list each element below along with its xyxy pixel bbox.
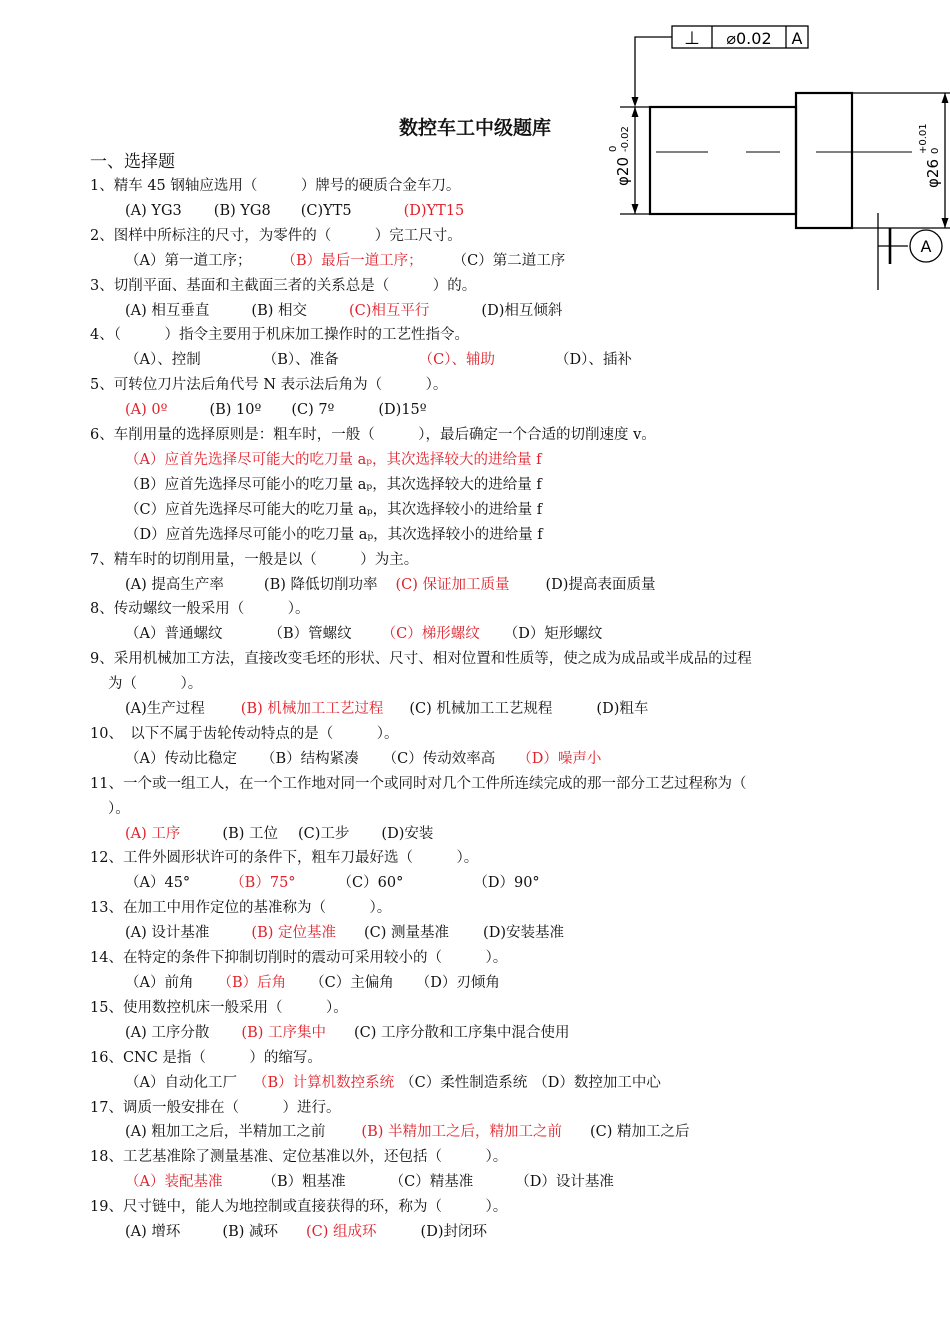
option: （D）数控加工中心 xyxy=(533,1074,661,1091)
option: （D）矩形螺纹 xyxy=(503,626,603,643)
question-item xyxy=(90,996,880,1046)
option: （C）第二道工序 xyxy=(452,252,566,269)
option-correct: （C）梯形螺纹 xyxy=(381,626,480,643)
option-correct: (C)相互平行 xyxy=(349,302,430,319)
option-correct: (A) 工序 xyxy=(125,825,181,842)
question-item xyxy=(90,548,880,598)
option: （C）应首先选择尽可能大的吃刀量 aₚ，其次选择较小的进给量 f xyxy=(125,501,543,518)
question-text: 6、车削用量的选择原则是：粗车时，一般（ ），最后确定一个合适的切削速度 v。 xyxy=(90,427,656,444)
question-item xyxy=(90,946,880,996)
question-item xyxy=(90,1145,880,1195)
option-row xyxy=(90,971,880,996)
large-diameter-tol-lower: 0 xyxy=(930,147,941,154)
option: (A) 提高生产率 xyxy=(125,576,224,593)
question-item xyxy=(90,423,880,548)
question-text: 12、工件外圆形状许可的条件下，粗车刀最好选（ ）。 xyxy=(90,850,479,867)
option-row xyxy=(90,348,880,373)
question-item xyxy=(90,274,880,324)
tolerance-datum: A xyxy=(791,29,803,48)
option: (C)工步 xyxy=(298,825,350,842)
option: (C)YT5 xyxy=(300,202,352,219)
question-text: 19、尺寸链中，能人为地控制或直接获得的环，称为（ ）。 xyxy=(90,1199,508,1216)
section-title: 一、选择题 xyxy=(90,152,175,172)
option: （A）前角 xyxy=(125,975,194,991)
option: （B）粗基准 xyxy=(262,1174,346,1191)
question-text: 10、 以下不属于齿轮传动特点的是（ ）。 xyxy=(90,725,399,742)
question-text: 14、在特定的条件下抑制切削时的震动可采用较小的（ ）。 xyxy=(90,950,508,967)
option: (A)生产过程 xyxy=(125,701,205,718)
option: （D）应首先选择尽可能小的吃刀量 aₚ，其次选择较小的进给量 f xyxy=(125,526,543,543)
question-item xyxy=(90,323,880,373)
option: (A) 相互垂直 xyxy=(125,302,210,319)
option: （B）应首先选择尽可能小的吃刀量 aₚ，其次选择较大的进给量 f xyxy=(125,476,542,493)
question-text: 13、在加工中用作定位的基准称为（ ）。 xyxy=(90,900,392,917)
question-item xyxy=(90,896,880,946)
option-row xyxy=(90,299,880,324)
small-diameter-label: φ20 xyxy=(614,157,632,186)
option: (B) 减环 xyxy=(222,1224,278,1241)
option-correct: （B）最后一道工序； xyxy=(281,252,423,269)
option: (A) 增环 xyxy=(125,1224,181,1241)
question-text: 7、精车时的切削用量，一般是以（ ）为主。 xyxy=(90,551,419,568)
option: (D)15º xyxy=(378,402,427,419)
option: （A）自动化工厂 xyxy=(125,1074,237,1091)
option-row xyxy=(90,921,880,946)
option-row xyxy=(90,822,880,847)
option: (A) 设计基准 xyxy=(125,925,210,942)
small-diameter-tol-lower: -0.02 xyxy=(620,126,631,152)
question-text: 2、图样中所标注的尺寸，为零件的（ ）完工尺寸。 xyxy=(90,227,462,244)
option: (B) 相交 xyxy=(251,302,307,319)
option-correct: (C) 组成环 xyxy=(306,1224,377,1241)
question-item xyxy=(90,1046,880,1096)
option-correct: (B) 定位基准 xyxy=(251,925,336,942)
option-row xyxy=(90,1220,880,1245)
option: （A）传动比稳定 xyxy=(125,750,237,767)
option-row xyxy=(90,622,880,647)
question-item xyxy=(90,772,880,847)
option-row xyxy=(90,871,880,896)
option: (C) 精加工之后 xyxy=(589,1124,690,1141)
option: （B）管螺纹 xyxy=(268,626,352,643)
option-correct: (B) 工序集中 xyxy=(241,1024,326,1041)
option: （C）主偏角 xyxy=(310,975,394,991)
option: (A) 粗加工之后，半精加工之前 xyxy=(125,1124,326,1141)
question-item xyxy=(90,597,880,647)
option-correct: (B) 半精加工之后，精加工之前 xyxy=(361,1124,562,1141)
option: (D)提高表面质量 xyxy=(545,576,656,593)
option-row xyxy=(90,249,880,274)
option: （B）、准备 xyxy=(262,352,339,369)
option: (B) 降低切削功率 xyxy=(263,576,378,593)
option: (D)相互倾斜 xyxy=(481,302,563,319)
option: (D)粗车 xyxy=(596,701,649,718)
question-text: 15、使用数控机床一般采用（ ）。 xyxy=(90,999,348,1016)
option: （A）普通螺纹 xyxy=(125,626,223,643)
question-item xyxy=(90,722,880,772)
option-row xyxy=(90,1120,880,1145)
option-correct: （B）后角 xyxy=(217,975,287,991)
question-text: 3、切削平面、基面和主截面三者的关系总是（ ）的。 xyxy=(90,277,477,294)
option-row xyxy=(90,1170,880,1195)
question-list xyxy=(90,174,880,1245)
option: (B) YG8 xyxy=(213,202,271,219)
option: (C) 工序分散和工序集中混合使用 xyxy=(354,1024,570,1041)
large-diameter-label: φ26 xyxy=(924,159,942,188)
question-text-continued: ）。 xyxy=(108,800,130,817)
option: （D）刃倾角 xyxy=(415,975,500,991)
option: (A) YG3 xyxy=(125,202,182,219)
page-title: 数控车工中级题库 xyxy=(398,117,551,139)
option-correct: （D）噪声小 xyxy=(517,750,602,767)
question-text: 5、可转位刀片法后角代号 N 表示法后角为（ ）。 xyxy=(90,377,448,394)
option: (D)封闭环 xyxy=(420,1224,487,1241)
option: （D）设计基准 xyxy=(515,1174,614,1191)
question-item xyxy=(90,647,880,722)
datum-letter: A xyxy=(920,237,932,256)
question-text: 18、工艺基准除了测量基准、定位基准以外，还包括（ ）。 xyxy=(90,1149,508,1166)
option-row xyxy=(90,747,880,772)
large-diameter-tol-upper: +0.01 xyxy=(918,123,929,154)
option-correct: （B）计算机数控系统 xyxy=(252,1074,395,1091)
option: (B) 10º xyxy=(209,402,262,419)
option: （B）结构紧凑 xyxy=(260,750,359,767)
small-diameter-tol-upper: 0 xyxy=(608,145,619,152)
option: (B) 工位 xyxy=(222,825,278,842)
option: (C) 7º xyxy=(291,402,335,419)
option: （C）柔性制造系统 xyxy=(400,1074,528,1091)
question-text: 16、CNC 是指（ ）的缩写。 xyxy=(90,1049,322,1066)
question-item xyxy=(90,1195,880,1245)
option-correct: (D)YT15 xyxy=(403,202,465,219)
option: (A) 工序分散 xyxy=(125,1024,210,1041)
question-item xyxy=(90,373,880,423)
option: （C）传动效率高 xyxy=(382,750,496,767)
option-correct: （C）、辅助 xyxy=(418,352,495,369)
option: (D)安装基准 xyxy=(483,925,564,942)
option: （A）45° xyxy=(125,875,191,892)
question-text: 9、采用机械加工方法，直接改变毛坯的形状、尺寸、相对位置和性质等，使之成为成品或半成品的过程 xyxy=(90,651,752,668)
question-text: 1、精车 45 钢轴应选用（ ）牌号的硬质合金车刀。 xyxy=(90,178,461,194)
question-text-continued: 为（ ）。 xyxy=(108,676,203,693)
option: （C）60° xyxy=(337,875,404,892)
perpendicularity-symbol: ⊥ xyxy=(684,28,700,49)
option: (C) 测量基准 xyxy=(364,925,450,942)
option-correct: （A）装配基准 xyxy=(125,1174,223,1191)
option-row xyxy=(90,697,880,722)
option: （D）90° xyxy=(473,875,540,892)
option-correct: （B）75° xyxy=(230,875,296,892)
option: （A）、控制 xyxy=(125,352,201,369)
option: (D)安装 xyxy=(381,825,434,842)
option-correct: (C) 保证加工质量 xyxy=(395,576,510,593)
question-item xyxy=(90,846,880,896)
question-text: 8、传动螺纹一般采用（ ）。 xyxy=(90,601,310,618)
option-row xyxy=(90,1071,880,1096)
option-correct: (A) 0º xyxy=(125,402,168,419)
question-item xyxy=(90,224,880,274)
option: （C）精基准 xyxy=(389,1174,474,1191)
question-item xyxy=(90,1096,880,1146)
option: (C) 机械加工工艺规程 xyxy=(409,701,553,718)
question-text: 4、（ ）指令主要用于机床加工操作时的工艺性指令。 xyxy=(90,327,469,344)
option: （D）、插补 xyxy=(555,352,632,369)
option-correct: （A）应首先选择尽可能大的吃刀量 aₚ，其次选择较大的进给量 f xyxy=(125,451,542,468)
option-row xyxy=(90,398,880,423)
option: （A）第一道工序； xyxy=(125,252,252,269)
question-text: 11、一个或一组工人，在一个工作地对同一个或同时对几个工件所连续完成的那一部分工艺过程称为（ xyxy=(90,775,747,792)
tolerance-value: ⌀0.02 xyxy=(726,29,772,48)
option-row xyxy=(90,1021,880,1046)
option-row xyxy=(90,199,880,224)
option-correct: (B) 机械加工工艺过程 xyxy=(240,701,384,718)
option-row xyxy=(90,573,880,598)
question-item xyxy=(90,174,880,224)
question-text: 17、调质一般安排在（ ）进行。 xyxy=(90,1099,341,1116)
